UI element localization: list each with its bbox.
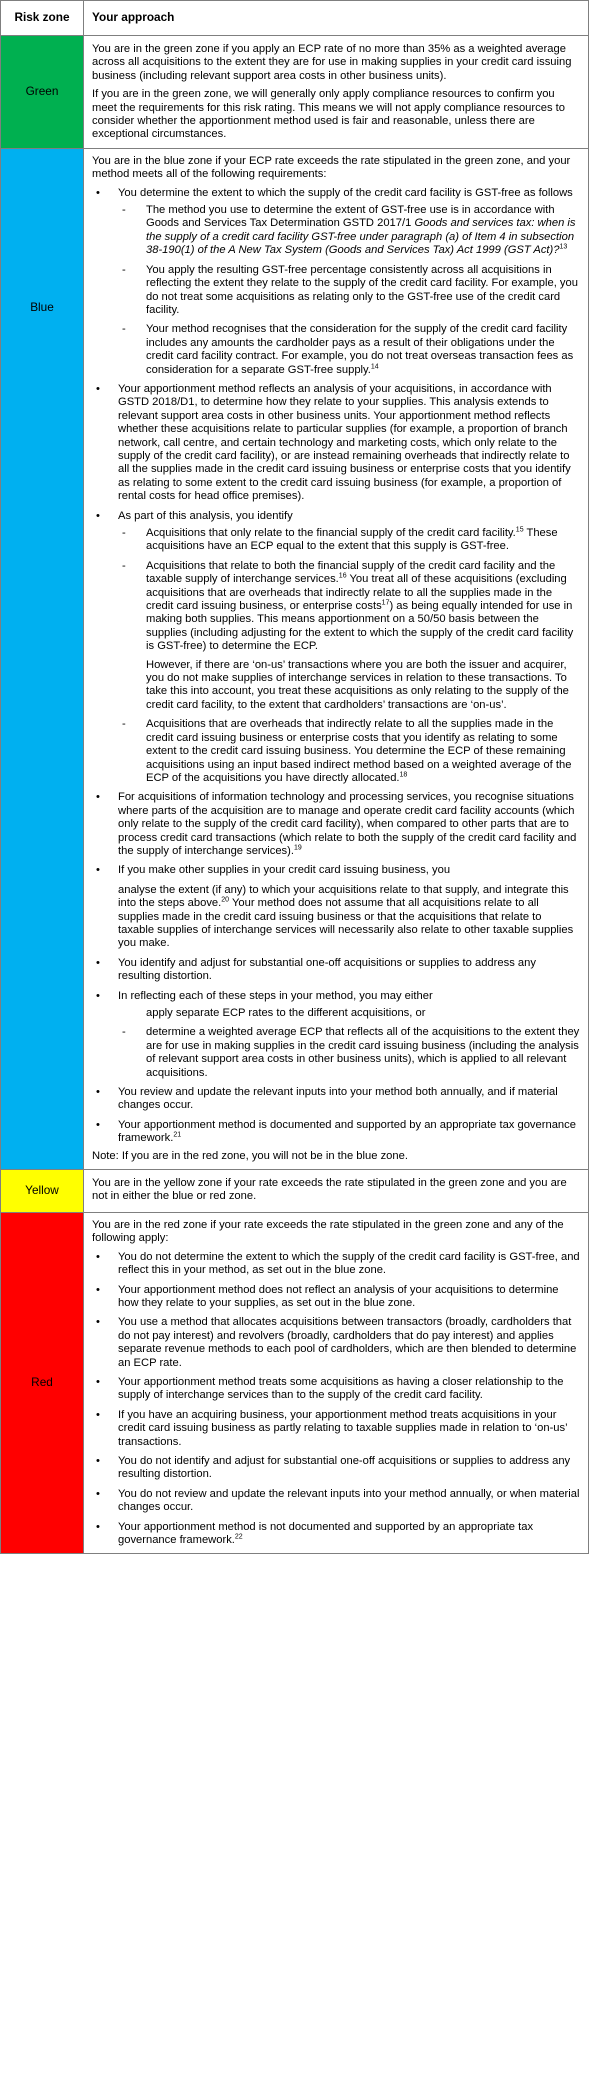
blue-intro: You are in the blue zone if your ECP rate exceeds the rate stipulated in the green zone, and your method meets all of the following requirements: bbox=[92, 154, 571, 181]
red-zone-cell bbox=[1, 1212, 84, 1554]
list-item: • Your apportionment method reflects an analysis of your acquisitions, in accordance with GSTD 2018/D1, to determine how they relate to your supplies. This analysis extends to relevant support area costs in other business units. Your apportionment method reflects whether these acquisitions relate to particular supplies (for example, a proportion of branch network, call centre, and certain technology and marketing costs, which only relate to the supply of the credit card facility), or are instead remaining overheads that indirectly relate to all the supplies made in the credit card issuing business or enterprise costs that you identify as relating to some extent to the credit card issuing business (for example, a proportion of rental costs for head office premises). bbox=[92, 383, 580, 504]
list-item: - Acquisitions that only relate to the financial supply of the credit card facility.$^{15}$ These acquisitions have an ECP equal to the extent that this supply is GST-free. bbox=[118, 527, 580, 554]
green-paragraph-1: You are in the green zone if you apply an ECP rate of no more than 35% as a weighted average across all acquisitions to the extent they are for use in making supplies in your credit card issuing business (including relevant support area costs in other business units). bbox=[92, 43, 572, 82]
list-item: • For acquisitions of information technology and processing services, you recognise situations where parts of the acquisition are to manage and operate credit card facility accounts (which only relate to the supply of the credit card facility), when compared to other parts that are to process credit card transactions (which relate to both the supply of the credit card facility and the supply of interchange services).$^{19}$ bbox=[92, 791, 580, 858]
list-item: • You identify and adjust for substantial one-off acquisitions or supplies to address any resulting distortion. bbox=[92, 957, 580, 984]
red-zone-label: Red bbox=[31, 1375, 53, 1390]
list-item: • If you make other supplies in your credit card issuing business, you analyse the extent (if any) to which your acquisitions relate to that supply, and integrate this into the steps above.$^{20}$ Your method does not assume that all acquisitions relate to all supplies made in the credit card issuing business or that the acquisitions that relate to taxable supplies of interchange services will necessarily also relate to other taxable supplies you make. bbox=[92, 864, 580, 950]
list-item: • As part of this analysis, you identify - Acquisitions that only relate to the financial supply of the credit card facility.$^{15}$ These acquisitions have an ECP equal to the extent that this supply is GST-free. - Acquisitions that relate to both the financial supply of the credit card facility and the taxable supply of interchange services.$^{16}$ You treat all of these acquisitions (excluding acquisitions that are overheads that indirectly relate to all the supplies made in the credit card issuing business, or enterprise costs$^{17}$) as being equally intended for use in making both supplies. This means apportionment on a 50/50 basis between the supplies (including adjusting for the extent to which the supply of the credit card facility is GST-free) to determine the ECP. However, if there are ‘on-us’ transactions where you are both the issuer and acquirer, you do not make supplies of interchange services in relation to these transactions. To take this into account, you treat these acquisitions as only relating to the supply of the credit card facility, to the extent that cardholders’ transactions are ‘on-us’. - Acquisitions that are overheads that indirectly relate to all the supplies made in the credit card issuing business or enterprise costs that you identify as relating to some extent to the credit card issuing business. You determine the ECP of these remaining acquisitions using an input based indirect method based on a weighted average of the ECP of the acquisitions you have directly allocated.$^{18}$ bbox=[92, 510, 580, 786]
blue-approach-cell bbox=[84, 148, 589, 1169]
list-item: • Your apportionment method does not reflect an analysis of your acquisitions to determine how they relate to your supplies, as set out in the blue zone. bbox=[92, 1284, 580, 1311]
list-item: • You do not identify and adjust for substantial one-off acquisitions or supplies to address any resulting distortion. bbox=[92, 1455, 580, 1482]
green-approach-cell bbox=[84, 36, 589, 149]
risk-zone-header: Risk zone bbox=[1, 1, 84, 36]
blue-note: Note: If you are in the red zone, you will not be in the blue zone. bbox=[92, 1149, 408, 1162]
list-item: • Your apportionment method is documented and supported by an appropriate tax governance framework.$^{21}$ bbox=[92, 1119, 580, 1146]
yellow-approach-cell bbox=[84, 1170, 589, 1213]
red-conditions-list bbox=[92, 1251, 580, 1548]
yellow-zone-label: Yellow bbox=[25, 1183, 59, 1198]
green-zone-cell bbox=[1, 36, 84, 149]
ecp-options-sublist bbox=[118, 1007, 580, 1080]
list-item: • You determine the extent to which the supply of the credit card facility is GST-free as follows - The method you use to determine the extent of GST-free use is in accordance with Goods and Services Tax Determination GSTD 2017/1 Goods and services tax: when is the supply of a credit card facility GST-free under paragraph (a) of Item 4 in subsection 38-190(1) of the A New Tax System (Goods and Services Tax) Act 1999 (GST Act)?$^{13}$ - You apply the resulting GST-free percentage consistently across all acquisitions in reflecting the extent they relate to the supply of the credit card facility. For example, you do not treat some acquisitions as relating only to the GST-free use of the credit card facility. - Your method recognises that the consideration for the supply of the credit card facility includes any amounts the cardholder pays as a result of their obligations under the credit card facility contract. For example, you do not treat overseas transaction fees as consideration for a separate GST-free supply.$^{14}$ bbox=[92, 187, 580, 377]
on-us-paragraph: However, if there are ‘on-us’ transactions where you are both the issuer and acquirer, you do not make supplies of interchange services in relation to these transactions. To take this into account, you treat these acquisitions as only relating to the supply of the credit card facility, to the extent that cardholders’ transactions are ‘on-us’. bbox=[146, 658, 569, 711]
green-zone-label: Green bbox=[25, 84, 59, 99]
list-item: • If you have an acquiring business, your apportionment method treats acquisitions in your credit card issuing business as partly relating to taxable supplies made in relation to ‘on-us’ transactions. bbox=[92, 1409, 580, 1449]
blue-zone-label: Blue bbox=[30, 299, 54, 314]
red-approach-cell bbox=[84, 1212, 589, 1554]
analysis-sublist bbox=[118, 527, 580, 785]
list-item: • You use a method that allocates acquisitions between transactors (broadly, cardholders that do not pay interest) and revolvers (broadly, cardholders that do pay interest) and applies separate revenue methods to each pool of cardholders, which are then blended to determine an ECP rate. bbox=[92, 1316, 580, 1370]
list-item: • You do not review and update the relevant inputs into your method annually, or when material changes occur. bbox=[92, 1488, 580, 1515]
red-row bbox=[1, 1212, 589, 1554]
list-item: - Acquisitions that relate to both the financial supply of the credit card facility and the taxable supply of interchange services.$^{16}$ You treat all of these acquisitions (excluding acquisitions that are overheads that indirectly relate to all the supplies made in the credit card issuing business, or enterprise costs$^{17}$) as being equally intended for use in making both supplies. This means apportionment on a 50/50 basis between the supplies (including adjusting for the extent to which the supply of the credit card facility is GST-free) to determine the ECP. However, if there are ‘on-us’ transactions where you are both the issuer and acquirer, you do not make supplies of interchange services in relation to these transactions. To take this into account, you treat these acquisitions as only relating to the supply of the credit card facility, to the extent that cardholders’ transactions are ‘on-us’. bbox=[118, 560, 580, 712]
green-row bbox=[1, 36, 589, 149]
yellow-zone-cell bbox=[1, 1170, 84, 1213]
list-item: - The method you use to determine the extent of GST-free use is in accordance with Goods and Services Tax Determination GSTD 2017/1 Goods and services tax: when is the supply of a credit card facility GST-free under paragraph (a) of Item 4 in subsection 38-190(1) of the A New Tax System (Goods and Services Tax) Act 1999 (GST Act)?$^{13}$ bbox=[118, 204, 580, 258]
list-item: • Your apportionment method is not documented and supported by an appropriate tax governance framework.$^{22}$ bbox=[92, 1521, 580, 1548]
list-item: • You review and update the relevant inputs into your method both annually, and if material changes occur. bbox=[92, 1086, 580, 1113]
list-item: • Your apportionment method treats some acquisitions as having a closer relationship to the supply of interchange services than to the supply of the credit card facility. bbox=[92, 1376, 580, 1403]
blue-requirements-list bbox=[92, 187, 580, 1146]
list-item: • You do not determine the extent to which the supply of the credit card facility is GST-free, and reflect this in your method, as set out in the blue zone. bbox=[92, 1251, 580, 1278]
yellow-row bbox=[1, 1170, 589, 1213]
blue-zone-cell bbox=[1, 148, 84, 1169]
list-item: - Your method recognises that the consideration for the supply of the credit card facility includes any amounts the cardholder pays as a result of their obligations under the credit card facility contract. For example, you do not treat overseas transaction fees as consideration for a separate GST-free supply.$^{14}$ bbox=[118, 323, 580, 377]
list-item: - Acquisitions that are overheads that indirectly relate to all the supplies made in the credit card issuing business or enterprise costs that you identify as relating to some extent to the credit card issuing business. You determine the ECP of these remaining acquisitions using an input based indirect method based on a weighted average of the ECP of the acquisitions you have directly allocated.$^{18}$ bbox=[118, 718, 580, 785]
green-paragraph-2: If you are in the green zone, we will generally only apply compliance resources to confirm you meet the requirements for this risk rating. This means we will not apply compliance resources to consider whether the apportionment method used is fair and reasonable, unless there are exceptional circumstances. bbox=[92, 88, 565, 141]
list-item: apply separate ECP rates to the different acquisitions, or bbox=[146, 1007, 426, 1019]
yellow-text: You are in the yellow zone if your rate exceeds the rate stipulated in the green zone and you are not in either the blue or red zone. bbox=[92, 1177, 567, 1203]
header-row bbox=[1, 1, 589, 36]
list-item: - You apply the resulting GST-free percentage consistently across all acquisitions in reflecting the extent they relate to the supply of the credit card facility. For example, you do not treat some acquisitions as relating only to the GST-free use of the credit card facility. bbox=[118, 264, 580, 318]
red-intro: You are in the red zone if your rate exceeds the rate stipulated in the green zone and any of the following apply: bbox=[92, 1218, 564, 1245]
blue-row bbox=[1, 148, 589, 1169]
list-item: • In reflecting each of these steps in your method, you may either apply separate ECP rates to the different acquisitions, or - determine a weighted average ECP that reflects all of the acquisitions to the extent they are for use in making supplies in the credit card issuing business (including the analysis of relevant support area costs in other business units), which is applied to all relevant acquisitions. bbox=[92, 990, 580, 1080]
gst-free-sublist bbox=[118, 204, 580, 377]
approach-header: Your approach bbox=[84, 1, 589, 36]
list-item: - determine a weighted average ECP that reflects all of the acquisitions to the extent they are for use in making supplies in the credit card issuing business (including the analysis of relevant support area costs in other business units), which is applied to all relevant acquisitions. bbox=[118, 1026, 580, 1080]
